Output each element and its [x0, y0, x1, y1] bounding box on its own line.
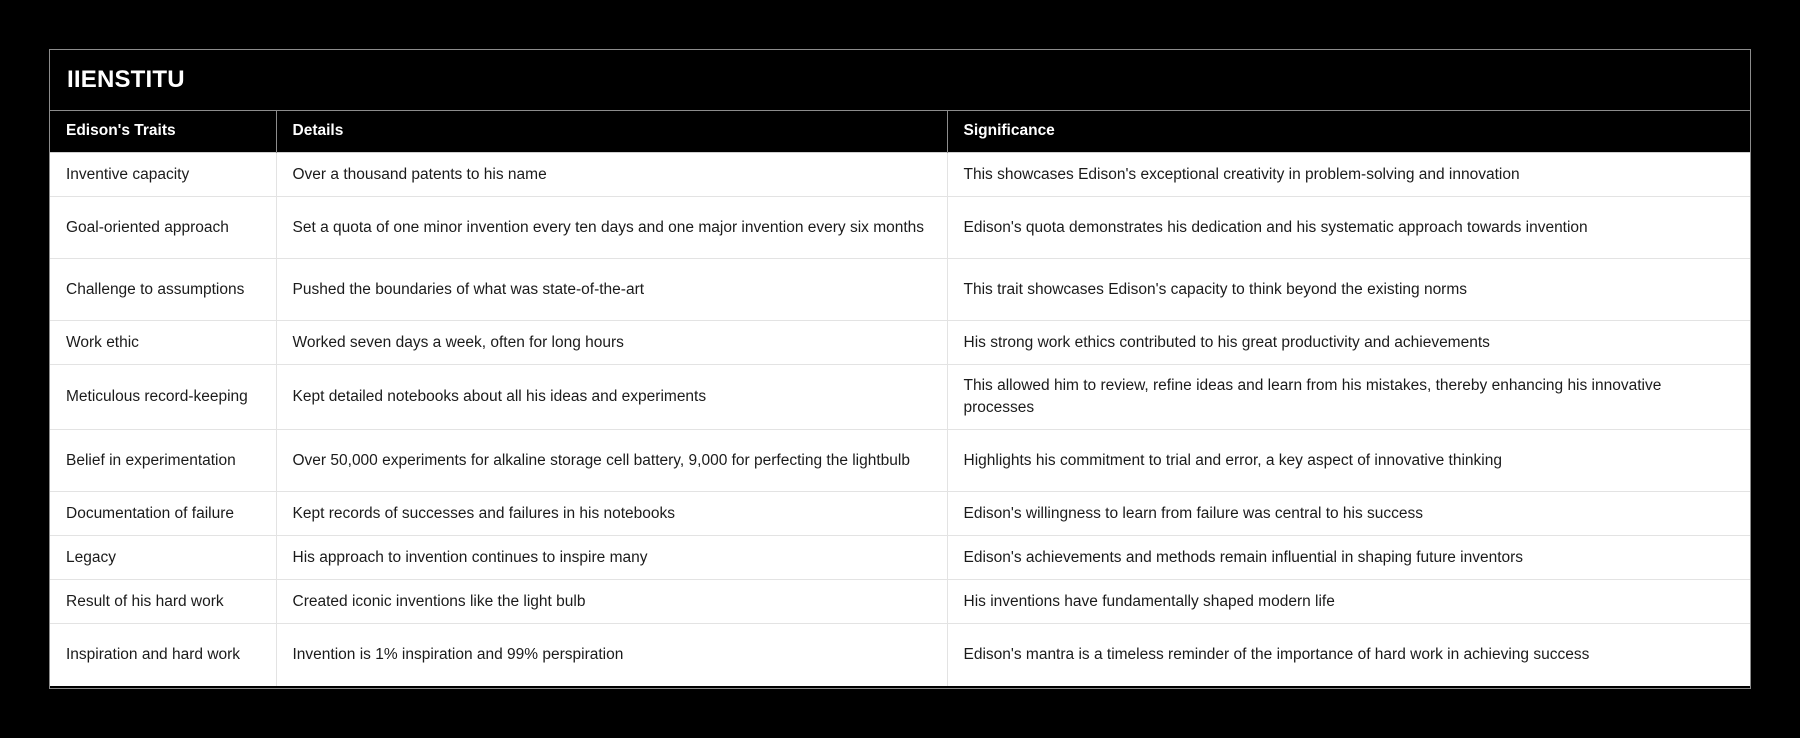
- table-card: [49, 49, 1751, 689]
- cell-significance: Edison's quota demonstrates his dedication and his systematic approach towards invention: [947, 197, 1750, 259]
- cell-trait: Documentation of failure: [50, 492, 276, 536]
- cell-details: Over a thousand patents to his name: [276, 153, 947, 197]
- cell-trait: Goal-oriented approach: [50, 197, 276, 259]
- table-row: [50, 492, 1750, 536]
- cell-trait: Belief in experimentation: [50, 430, 276, 492]
- cell-significance: Edison's mantra is a timeless reminder of the importance of hard work in achieving success: [947, 624, 1750, 686]
- cell-trait: Legacy: [50, 536, 276, 580]
- table-row: [50, 321, 1750, 365]
- edison-traits-table: [50, 111, 1750, 686]
- header-row: [50, 111, 1750, 153]
- table-row: [50, 153, 1750, 197]
- cell-details: Set a quota of one minor invention every ten days and one major invention every six months: [276, 197, 947, 259]
- cell-trait: Result of his hard work: [50, 580, 276, 624]
- table-body: [50, 153, 1750, 686]
- column-header-trait: Edison's Traits: [50, 111, 276, 153]
- cell-significance: His strong work ethics contributed to his great productivity and achievements: [947, 321, 1750, 365]
- cell-significance: This trait showcases Edison's capacity to think beyond the existing norms: [947, 259, 1750, 321]
- cell-details: His approach to invention continues to inspire many: [276, 536, 947, 580]
- cell-trait: Meticulous record-keeping: [50, 365, 276, 430]
- table-row: [50, 365, 1750, 430]
- cell-details: Created iconic inventions like the light bulb: [276, 580, 947, 624]
- cell-significance: This allowed him to review, refine ideas and learn from his mistakes, thereby enhancing his innovative processes: [947, 365, 1750, 430]
- table-row: [50, 197, 1750, 259]
- cell-trait: Work ethic: [50, 321, 276, 365]
- table-row: [50, 430, 1750, 492]
- cell-details: Pushed the boundaries of what was state-of-the-art: [276, 259, 947, 321]
- cell-details: Invention is 1% inspiration and 99% perspiration: [276, 624, 947, 686]
- cell-significance: Edison's willingness to learn from failure was central to his success: [947, 492, 1750, 536]
- cell-details: Kept records of successes and failures in his notebooks: [276, 492, 947, 536]
- table-row: [50, 624, 1750, 686]
- cell-significance: Edison's achievements and methods remain influential in shaping future inventors: [947, 536, 1750, 580]
- table-header: [50, 111, 1750, 153]
- cell-trait: Inspiration and hard work: [50, 624, 276, 686]
- cell-details: Over 50,000 experiments for alkaline storage cell battery, 9,000 for perfecting the lightbulb: [276, 430, 947, 492]
- cell-details: Worked seven days a week, often for long hours: [276, 321, 947, 365]
- cell-trait: Challenge to assumptions: [50, 259, 276, 321]
- cell-significance: Highlights his commitment to trial and error, a key aspect of innovative thinking: [947, 430, 1750, 492]
- cell-details: Kept detailed notebooks about all his ideas and experiments: [276, 365, 947, 430]
- table-row: [50, 259, 1750, 321]
- table-row: [50, 536, 1750, 580]
- brand-title: IIENSTITU: [67, 66, 185, 93]
- cell-trait: Inventive capacity: [50, 153, 276, 197]
- cell-significance: This showcases Edison's exceptional creativity in problem-solving and innovation: [947, 153, 1750, 197]
- column-header-significance: Significance: [947, 111, 1750, 153]
- table-row: [50, 580, 1750, 624]
- column-header-details: Details: [276, 111, 947, 153]
- brand-header: [50, 50, 1750, 111]
- cell-significance: His inventions have fundamentally shaped modern life: [947, 580, 1750, 624]
